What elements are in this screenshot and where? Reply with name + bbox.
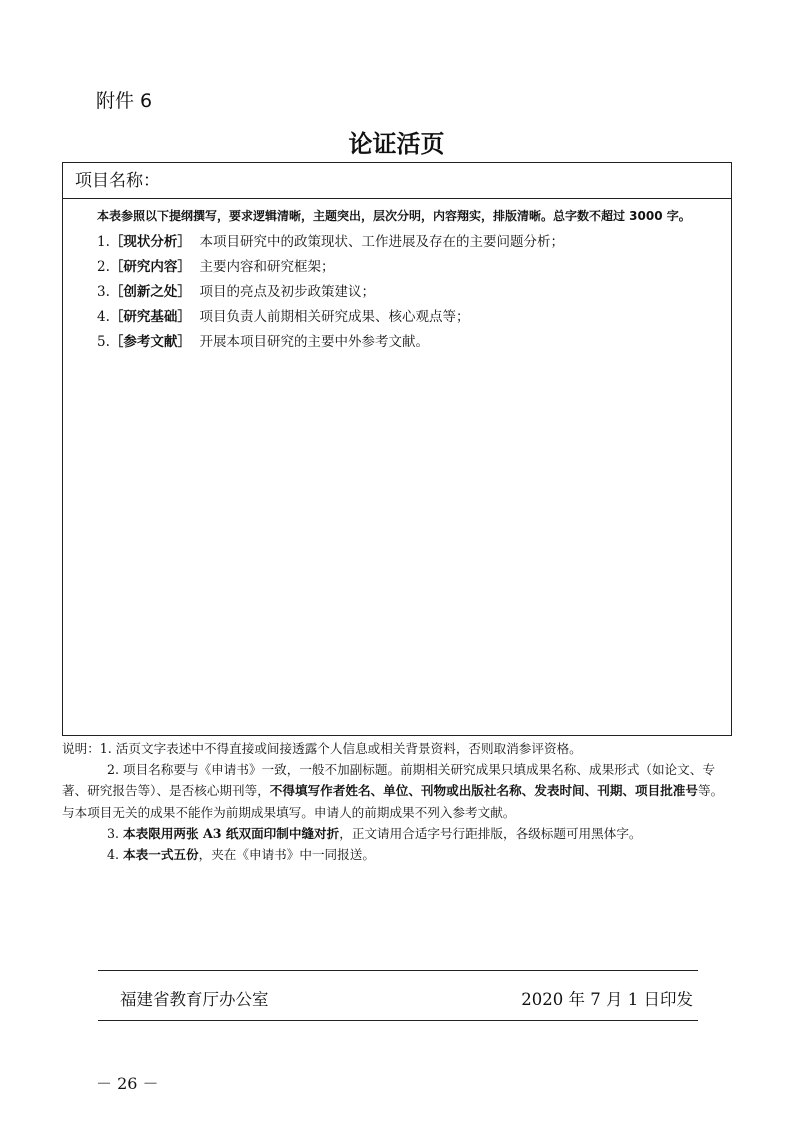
footer-top-rule <box>98 970 698 971</box>
form-instruction: 本表参照以下提纲撰写，要求逻辑清晰，主题突出，层次分明，内容翔实，排版清晰。总字数不超过 3000 字。 <box>97 209 691 223</box>
outline-item-text: 项目负责人前期相关研究成果、核心观点等； <box>199 309 470 325</box>
outline-item-text: 项目的亮点及初步政策建议； <box>199 284 375 300</box>
note-3-text: ，正文请用合适字号行距排版，各级标题可用黑体字。 <box>339 825 642 841</box>
argument-form <box>62 162 732 736</box>
outline-item-label: ［参考文献］ <box>109 334 191 350</box>
note-1: 说明：1. 活页文字表述中不得直接或间接透露个人信息或相关背景资料，否则取消参评资格。 <box>62 741 582 756</box>
outline-item <box>97 280 731 305</box>
outline-item-label: ［研究内容］ <box>109 259 191 275</box>
outline-item-number: 3. <box>97 284 110 300</box>
outline-item-label: ［研究基础］ <box>109 309 191 325</box>
attachment-label: 附件 6 <box>96 90 153 112</box>
footer-issuer: 福建省教育厅办公室 <box>120 990 269 1009</box>
note-2-emphasis: 不得填写作者姓名、单位、刊物或出版社名称、发表时间、刊期、项目批准号 <box>269 783 698 799</box>
outline-item <box>97 305 731 330</box>
outline-item-number: 5. <box>97 334 110 350</box>
outline-item-number: 2. <box>97 259 110 275</box>
note-2-text-c: 等。与本项目无关的成果不能作为前期成果填写。申请人的前期成果不列入参考文献。 <box>62 783 724 820</box>
outline-item-text: 开展本项目研究的主要中外参考文献。 <box>199 334 429 350</box>
outline-item-text: 主要内容和研究框架； <box>199 259 335 275</box>
project-name-label: 项目名称： <box>75 171 160 191</box>
note-2-text-a: 2. 项目名称要与《申请书》一致，一般不加副标题。前期相关研究成果只填成果名称、成果形式（如论文、专著、研究报告等）、是否核心期刊等， <box>62 762 715 799</box>
outline-list <box>63 230 731 355</box>
note-4-number: 4. <box>107 847 124 863</box>
note-3 <box>62 823 732 844</box>
note-4 <box>62 844 732 865</box>
note-4-text: ，夹在《申请书》中一同报送。 <box>198 847 375 863</box>
page-number: － 26 － <box>96 1074 159 1093</box>
outline-item-number: 1. <box>97 234 110 250</box>
note-2 <box>62 759 732 823</box>
project-name-row <box>63 163 731 199</box>
outline-item <box>97 255 731 280</box>
notes-section <box>62 738 732 865</box>
outline-item-label: ［现状分析］ <box>109 234 191 250</box>
footer-date: 2020 年 7 月 1 日印发 <box>521 990 693 1009</box>
note-3-emphasis: 本表限用两张 A3 纸双面印制中缝对折 <box>123 825 340 841</box>
outline-item-text: 本项目研究中的政策现状、工作进展及存在的主要问题分析； <box>199 234 564 250</box>
page-title: 论证活页 <box>348 130 445 158</box>
note-4-emphasis: 本表一式五份 <box>123 847 199 863</box>
footer-bottom-rule <box>98 1020 698 1021</box>
outline-item-label: ［创新之处］ <box>109 284 191 300</box>
outline-item <box>97 230 731 255</box>
note-3-number: 3. <box>107 825 124 841</box>
outline-item-number: 4. <box>97 309 110 325</box>
outline-item <box>97 330 731 355</box>
